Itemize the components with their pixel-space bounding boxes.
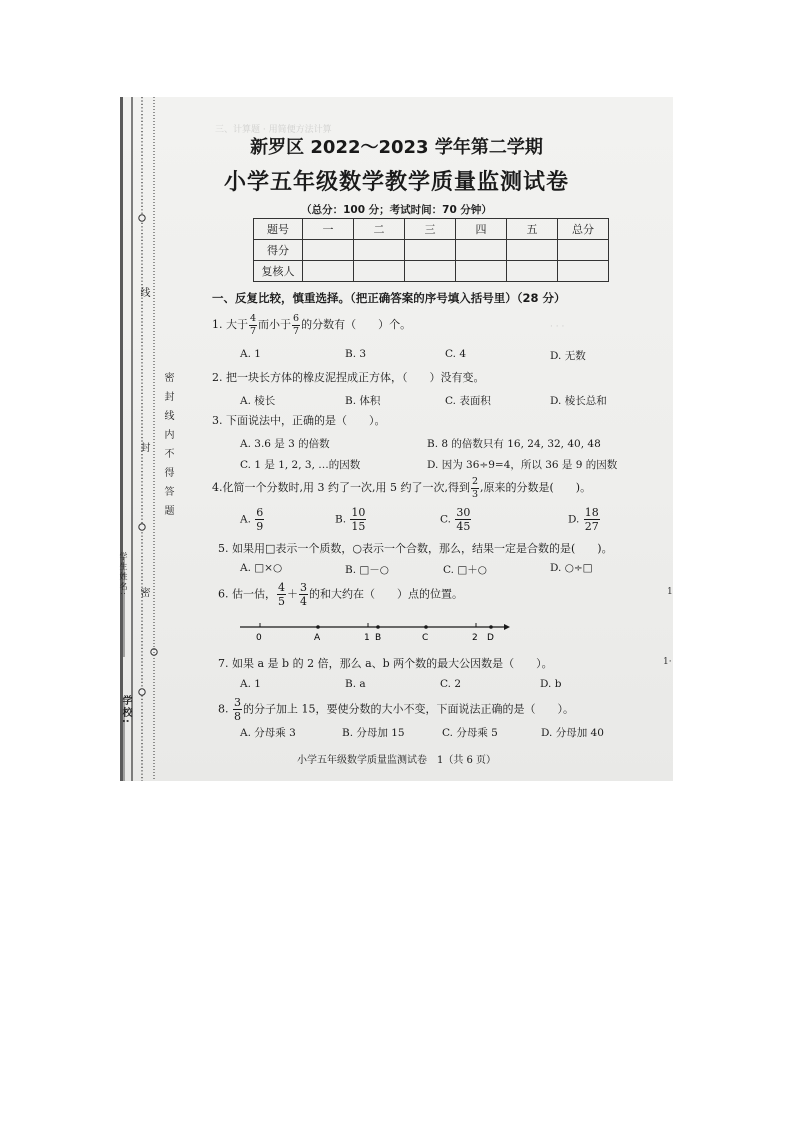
question-5: 5. 如果用□表示一个质数，○表示一个合数，那么，结果一定是合数的是( )。 bbox=[218, 542, 613, 555]
option-label: B. bbox=[335, 513, 347, 526]
option-b[interactable] bbox=[335, 507, 367, 532]
score-cell[interactable] bbox=[303, 261, 354, 282]
question-6-pre: 6. 估一估， bbox=[218, 587, 276, 601]
option-d[interactable]: D. 分母加 40 bbox=[541, 727, 604, 739]
score-table-cell: 四 bbox=[456, 219, 507, 240]
score-table-cell: 总分 bbox=[558, 219, 609, 240]
fraction: $\frac{3}{4}$ bbox=[300, 581, 307, 608]
school-label: 学校: bbox=[120, 695, 131, 725]
edge-mark: 1 bbox=[667, 587, 673, 597]
option-c[interactable]: C. 1 是 1, 2, 3, …的因数 bbox=[240, 459, 361, 471]
fraction: $\frac{6}{9}$ bbox=[256, 506, 264, 533]
question-6 bbox=[218, 582, 463, 607]
numline-label-c: C bbox=[422, 633, 429, 643]
fraction: $\frac{10}{15}$ bbox=[351, 506, 366, 533]
option-c[interactable]: C. 表面积 bbox=[445, 395, 491, 407]
option-d[interactable]: D. 棱长总和 bbox=[550, 395, 607, 407]
score-cell[interactable] bbox=[405, 240, 456, 261]
numline-label-0: 0 bbox=[256, 633, 262, 643]
option-a[interactable]: A. 棱长 bbox=[240, 395, 276, 407]
exam-term-title: 新罗区 2022～2023 学年第二学期 bbox=[250, 137, 543, 158]
option-b[interactable]: B. a bbox=[345, 678, 366, 690]
section-1-title: 一、反复比较，慎重选择。（把正确答案的序号填入括号里）（28 分） bbox=[212, 291, 566, 305]
question-4 bbox=[212, 477, 591, 499]
question-1-pre: 1. 大于 bbox=[212, 318, 248, 331]
option-a[interactable] bbox=[240, 507, 265, 532]
question-8-post: 的分子加上 15，要使分数的大小不变，下面说法正确的是（ ）。 bbox=[243, 702, 574, 716]
binding-label-line: 线 bbox=[138, 287, 149, 299]
score-cell[interactable] bbox=[507, 240, 558, 261]
option-c[interactable]: C. 分母乘 5 bbox=[442, 727, 498, 739]
score-table-row bbox=[254, 261, 609, 282]
binding-label-seal: 封 bbox=[138, 442, 149, 454]
student-name-label: 学生姓名: bbox=[119, 552, 128, 597]
numline-label-2: 2 bbox=[472, 633, 478, 643]
score-table-row bbox=[254, 240, 609, 261]
score-table-cell: 三 bbox=[405, 219, 456, 240]
option-c[interactable]: C. 4 bbox=[445, 348, 467, 360]
score-cell[interactable] bbox=[558, 240, 609, 261]
score-cell[interactable] bbox=[558, 261, 609, 282]
fraction: $\frac{30}{45}$ bbox=[456, 506, 471, 533]
question-number: 8. bbox=[218, 702, 232, 716]
option-a[interactable]: A. 1 bbox=[240, 678, 261, 690]
score-table-cell: 题号 bbox=[254, 219, 303, 240]
plus-sign: ＋ bbox=[287, 587, 298, 601]
page-footer: 小学五年级数学质量监测试卷 1（共 6 页） bbox=[296, 755, 497, 766]
seal-warning-text: 密封线内不得答题 bbox=[162, 372, 173, 524]
score-cell[interactable] bbox=[354, 261, 405, 282]
question-1-mid: 而小于 bbox=[258, 318, 292, 331]
fraction: $\frac{2}{3}$ bbox=[471, 476, 479, 500]
score-cell[interactable] bbox=[405, 261, 456, 282]
question-1 bbox=[212, 314, 411, 336]
option-label: D. bbox=[568, 513, 580, 526]
exam-paper-photo bbox=[120, 97, 673, 781]
option-d[interactable]: D. 无数 bbox=[550, 350, 586, 362]
option-b[interactable]: B. 8 的倍数只有 16, 24, 32, 40, 48 bbox=[427, 438, 601, 450]
question-3: 3. 下面说法中，正确的是（ ）。 bbox=[212, 414, 386, 427]
score-cell[interactable] bbox=[354, 240, 405, 261]
number-line bbox=[238, 615, 513, 643]
numline-label-b: B bbox=[375, 633, 382, 643]
score-table-cell: 五 bbox=[507, 219, 558, 240]
exam-title: 小学五年级数学教学质量监测试卷 bbox=[223, 170, 569, 195]
edge-mark: 1· bbox=[663, 657, 672, 667]
score-row-label: 复核人 bbox=[254, 261, 303, 282]
score-cell[interactable] bbox=[456, 261, 507, 282]
option-d[interactable]: D. ○÷□ bbox=[550, 562, 593, 574]
option-a[interactable]: A. 1 bbox=[240, 348, 261, 360]
question-8 bbox=[218, 697, 574, 722]
option-label: C. bbox=[440, 513, 451, 526]
bleed-through-text: 三、计算题 · 用简便方法计算 bbox=[215, 125, 332, 135]
score-table-cell: 二 bbox=[354, 219, 405, 240]
score-cell[interactable] bbox=[507, 261, 558, 282]
option-b[interactable]: B. 体积 bbox=[345, 395, 381, 407]
numline-label-a: A bbox=[314, 633, 321, 643]
fraction: $\frac{6}{7}$ bbox=[293, 313, 300, 337]
fraction: $\frac{18}{27}$ bbox=[584, 506, 599, 533]
fraction: $\frac{3}{8}$ bbox=[234, 696, 241, 723]
option-b[interactable]: B. 3 bbox=[345, 348, 367, 360]
question-7: 7. 如果 a 是 b 的 2 倍，那么 a、b 两个数的最大公因数是（ ）。 bbox=[218, 657, 553, 670]
score-table-cell: 一 bbox=[303, 219, 354, 240]
bleed-through-text: · · · bbox=[550, 322, 565, 332]
score-cell[interactable] bbox=[303, 240, 354, 261]
option-a[interactable]: A. □×○ bbox=[240, 562, 283, 574]
option-a[interactable]: A. 分母乘 3 bbox=[240, 727, 296, 739]
option-c[interactable]: C. 2 bbox=[440, 678, 462, 690]
binding-label-secret: 密 bbox=[138, 587, 149, 599]
question-4-post: ,原来的分数是( )。 bbox=[480, 481, 592, 494]
option-d[interactable]: D. b bbox=[540, 678, 562, 690]
option-b[interactable]: B. □－○ bbox=[345, 564, 389, 576]
numline-label-d: D bbox=[487, 633, 494, 643]
fraction: $\frac{4}{5}$ bbox=[278, 581, 285, 608]
option-c[interactable] bbox=[440, 507, 472, 532]
exam-meta: （总分：100 分；考试时间：70 分钟） bbox=[301, 204, 492, 216]
option-c[interactable]: C. □＋○ bbox=[443, 564, 487, 576]
score-table bbox=[253, 218, 609, 282]
option-d[interactable] bbox=[568, 507, 601, 532]
score-table-header-row bbox=[254, 219, 609, 240]
score-cell[interactable] bbox=[456, 240, 507, 261]
score-row-label: 得分 bbox=[254, 240, 303, 261]
question-6-post: 的和大约在（ ）点的位置。 bbox=[309, 587, 463, 601]
option-b[interactable]: B. 分母加 15 bbox=[342, 727, 405, 739]
fraction: $\frac{4}{7}$ bbox=[250, 313, 257, 337]
option-a[interactable]: A. 3.6 是 3 的倍数 bbox=[240, 438, 330, 450]
question-1-post: 的分数有（ ）个。 bbox=[301, 318, 412, 331]
question-2: 2. 把一块长方体的橡皮泥捏成正方体，（ ）没有变。 bbox=[212, 371, 485, 384]
numline-label-1: 1 bbox=[364, 633, 370, 643]
option-label: A. bbox=[240, 513, 251, 526]
option-d[interactable]: D. 因为 36÷9=4，所以 36 是 9 的因数 bbox=[427, 459, 618, 471]
question-4-pre: 4.化简一个分数时,用 3 约了一次,用 5 约了一次,得到 bbox=[212, 481, 470, 494]
